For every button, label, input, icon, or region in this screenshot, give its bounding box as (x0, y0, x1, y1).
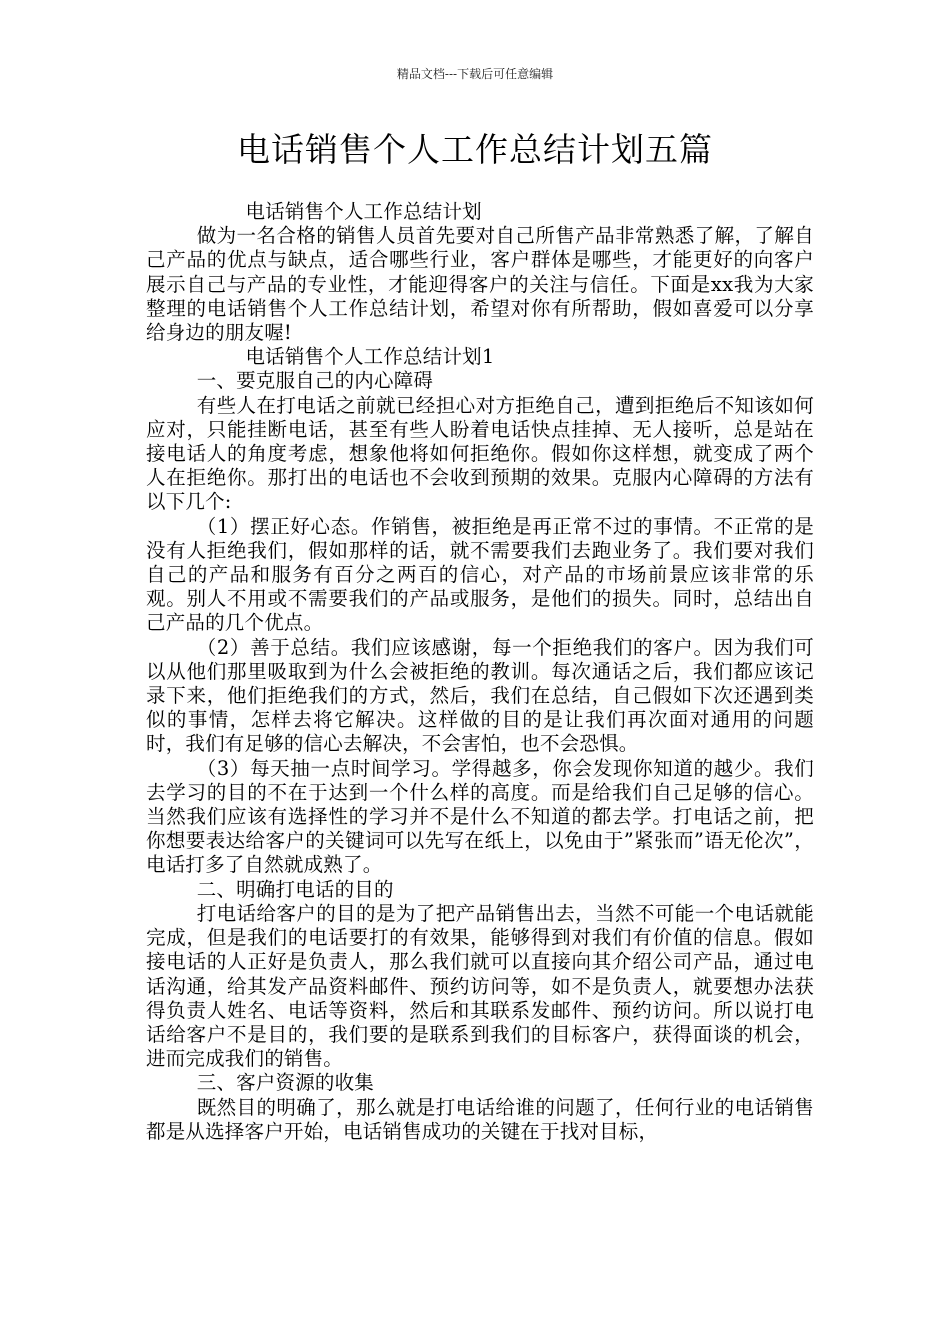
subtitle-paragraph: 电话销售个人工作总结计划 (245, 200, 482, 223)
heading-paragraph: 三、客户资源的收集 (196, 1071, 374, 1095)
page-header-note: 精品文档---下载后可任意编辑 (396, 67, 554, 81)
heading-paragraph: 一、要克服自己的内心障碍 (196, 369, 434, 393)
document-body (146, 200, 814, 1144)
heading-paragraph: 二、明确打电话的目的 (196, 877, 394, 901)
body-paragraph: 有些人在打电话之前就已经担心对方拒绝自己，遭到拒绝后不知该如何应对，只能挂断电话，甚至有些人盼着电话快点挂掉、无人接听，总是站在接电话人的角度考虑，想象他将如何拒绝你。假如你这样想，就变成了两个人在拒绝你。那打出的电话也不会收到预期的效果。克服内心障碍的方法有以下几个: (146, 393, 814, 514)
body-paragraph: （3）每天抽一点时间学习。学得越多，你会发现你知道的越少。我们去学习的目的不在于达到一个什么样的高度。而是给我们自己足够的信心。当然我们应该有选择性的学习并不是什么不知道的都去学。打电话之前，把你想要表达给客户的关键词可以先写在纸上，以免由于”紧张而”语无伦次”，电话打多了自然就成熟了。 (146, 756, 814, 877)
document-title: 电话销售个人工作总结计划五篇 (237, 130, 713, 169)
intro-paragraph: 做为一名合格的销售人员首先要对自己所售产品非常熟悉了解，了解自己产品的优点与缺点，适合哪些行业，客户群体是哪些，才能更好的向客户展示自己与产品的专业性，才能迎得客户的关注与信任。下面是xx我为大家整理的电话销售个人工作总结计划，希望对你有所帮助，假如喜爱可以分享给身边的朋友喔! (146, 224, 814, 345)
body-paragraph: 既然目的明确了，那么就是打电话给谁的问题了，任何行业的电话销售都是从选择客户开始，电话销售成功的关键在于找对目标， (146, 1095, 814, 1143)
body-paragraph: （2）善于总结。我们应该感谢，每一个拒绝我们的客户。因为我们可以从他们那里吸取到为什么会被拒绝的教训。每次通话之后，我们都应该记录下来，他们拒绝我们的方式，然后，我们在总结，自己假如下次还遇到类似的事情，怎样去将它解决。这样做的目的是让我们再次面对通用的问题时，我们有足够的信心去解决，不会害怕，也不会恐惧。 (146, 635, 814, 756)
section-title-paragraph: 电话销售个人工作总结计划1 (245, 345, 495, 369)
body-paragraph: 打电话给客户的目的是为了把产品销售出去，当然不可能一个电话就能完成，但是我们的电话要打的有效果，能够得到对我们有价值的信息。假如接电话的人正好是负责人，那么我们就可以直接向其介绍公司产品，通过电话沟通，给其发产品资料邮件、预约访问等，如不是负责人，就要想办法获得负责人姓名、电话等资料，然后和其联系发邮件、预约访问。所以说打电话给客户不是目的，我们要的是联系到我们的目标客户，获得面谈的机会，进而完成我们的销售。 (146, 901, 814, 1071)
body-paragraph: （1）摆正好心态。作销售，被拒绝是再正常不过的事情。不正常的是没有人拒绝我们，假如那样的话，就不需要我们去跑业务了。我们要对我们自己的产品和服务有百分之两百的信心，对产品的市场前景应该非常的乐观。别人不用或不需要我们的产品或服务，是他们的损失。同时，总结出自己产品的几个优点。 (146, 514, 814, 635)
